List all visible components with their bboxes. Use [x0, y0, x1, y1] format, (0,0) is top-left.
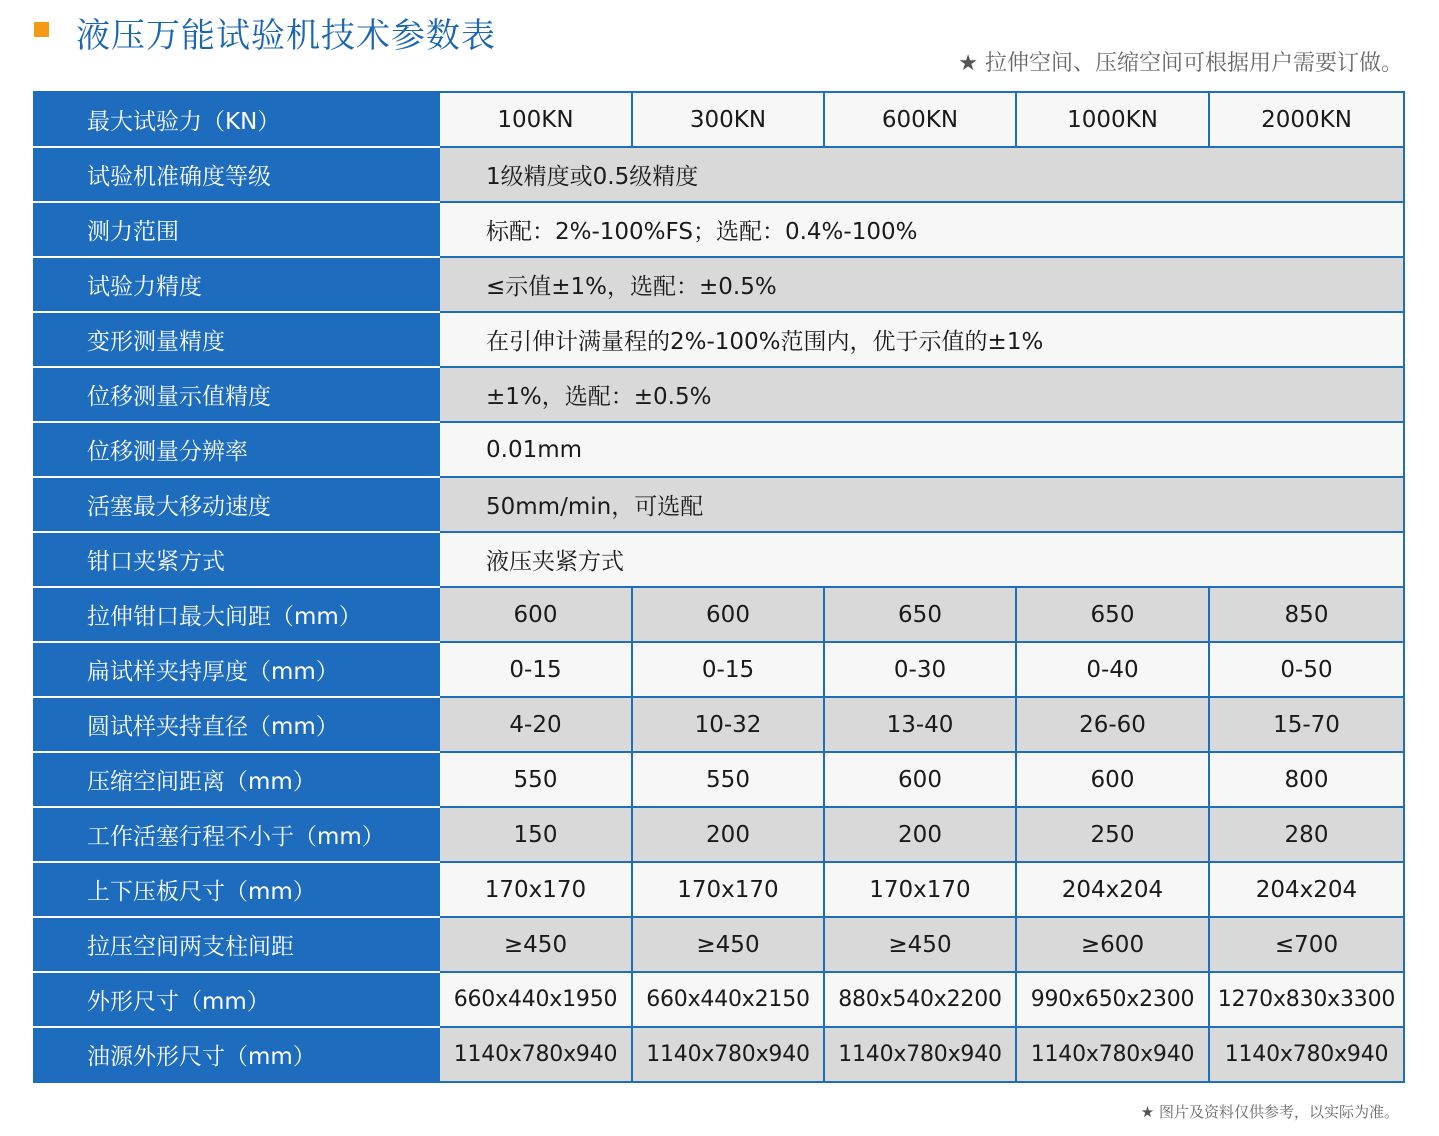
- table-row: [34, 147, 1404, 202]
- row-label: 扁试样夹持厚度（mm）: [34, 642, 439, 697]
- table-cell: 200: [632, 807, 824, 862]
- table-row: [34, 532, 1404, 587]
- table-cell: 0-15: [439, 642, 632, 697]
- table-row: [34, 477, 1404, 532]
- table-cell: 650: [1016, 587, 1209, 642]
- table-cell: ≥450: [439, 917, 632, 972]
- table-row: [34, 752, 1404, 807]
- row-label: 工作活塞行程不小于（mm）: [34, 807, 439, 862]
- title-bullet-square: [34, 22, 49, 37]
- table-cell-merged: 0.01mm: [439, 422, 1404, 477]
- table-cell: 1140x780x940: [824, 1027, 1016, 1082]
- table-row: [34, 202, 1404, 257]
- table-cell: 1140x780x940: [439, 1027, 632, 1082]
- row-label: 拉压空间两支柱间距: [34, 917, 439, 972]
- table-cell-merged: 液压夹紧方式: [439, 532, 1404, 587]
- table-cell-merged: 50mm/min，可选配: [439, 477, 1404, 532]
- table-cell-merged: ±1%，选配：±0.5%: [439, 367, 1404, 422]
- row-label: 压缩空间距离（mm）: [34, 752, 439, 807]
- top-note-text: 拉伸空间、压缩空间可根据用户需要订做。: [984, 51, 1403, 76]
- row-label: 拉伸钳口最大间距（mm）: [34, 587, 439, 642]
- table-cell: 0-30: [824, 642, 1016, 697]
- table-cell: ≥450: [632, 917, 824, 972]
- table-row: [34, 807, 1404, 862]
- row-label: 圆试样夹持直径（mm）: [34, 697, 439, 752]
- table-cell: ≥600: [1016, 917, 1209, 972]
- table-cell: 204x204: [1209, 862, 1404, 917]
- table-cell: 660x440x1950: [439, 972, 632, 1027]
- table-cell: 1000KN: [1016, 92, 1209, 147]
- table-cell: 1270x830x3300: [1209, 972, 1404, 1027]
- bottom-note: [1141, 1101, 1399, 1122]
- table-cell: 200: [824, 807, 1016, 862]
- table-cell: 300KN: [632, 92, 824, 147]
- table-cell: 204x204: [1016, 862, 1209, 917]
- row-label: 上下压板尺寸（mm）: [34, 862, 439, 917]
- table-row: [34, 917, 1404, 972]
- table-cell-merged: 标配：2%-100%FS；选配：0.4%-100%: [439, 202, 1404, 257]
- row-label: 测力范围: [34, 202, 439, 257]
- page-title: 液压万能试验机技术参数表: [76, 16, 496, 56]
- table-cell: ≥450: [824, 917, 1016, 972]
- spec-table-body: [34, 92, 1404, 1082]
- table-cell: 600: [824, 752, 1016, 807]
- table-cell: 550: [439, 752, 632, 807]
- row-label: 最大试验力（KN）: [34, 92, 439, 147]
- table-cell: 1140x780x940: [1016, 1027, 1209, 1082]
- table-cell: 600: [632, 587, 824, 642]
- table-row: [34, 422, 1404, 477]
- spec-table: [33, 91, 1405, 1083]
- table-row: [34, 587, 1404, 642]
- row-label: 位移测量示值精度: [34, 367, 439, 422]
- table-row: [34, 862, 1404, 917]
- row-label: 外形尺寸（mm）: [34, 972, 439, 1027]
- star-icon: ★: [958, 51, 978, 76]
- table-cell: 800: [1209, 752, 1404, 807]
- table-cell: 0-40: [1016, 642, 1209, 697]
- table-row: [34, 312, 1404, 367]
- table-cell: 280: [1209, 807, 1404, 862]
- table-cell: 1140x780x940: [1209, 1027, 1404, 1082]
- row-label: 活塞最大移动速度: [34, 477, 439, 532]
- row-label: 试验力精度: [34, 257, 439, 312]
- table-cell: 13-40: [824, 697, 1016, 752]
- table-row: [34, 367, 1404, 422]
- table-cell-merged: 1级精度或0.5级精度: [439, 147, 1404, 202]
- table-cell: 1140x780x940: [632, 1027, 824, 1082]
- row-label: 油源外形尺寸（mm）: [34, 1027, 439, 1082]
- table-cell: 15-70: [1209, 697, 1404, 752]
- table-row: [34, 972, 1404, 1027]
- row-label: 钳口夹紧方式: [34, 532, 439, 587]
- star-icon: ★: [1140, 1103, 1155, 1121]
- row-label: 位移测量分辨率: [34, 422, 439, 477]
- row-label: 变形测量精度: [34, 312, 439, 367]
- table-cell: 26-60: [1016, 697, 1209, 752]
- table-cell: 2000KN: [1209, 92, 1404, 147]
- row-label: 试验机准确度等级: [34, 147, 439, 202]
- table-row: [34, 697, 1404, 752]
- table-cell: ≤700: [1209, 917, 1404, 972]
- table-cell: 0-15: [632, 642, 824, 697]
- table-cell: 600KN: [824, 92, 1016, 147]
- table-cell: 170x170: [632, 862, 824, 917]
- table-cell: 250: [1016, 807, 1209, 862]
- table-cell: 0-50: [1209, 642, 1404, 697]
- table-cell: 600: [1016, 752, 1209, 807]
- table-cell: 100KN: [439, 92, 632, 147]
- table-cell: 170x170: [824, 862, 1016, 917]
- table-row: [34, 257, 1404, 312]
- table-cell: 600: [439, 587, 632, 642]
- table-cell: 650: [824, 587, 1016, 642]
- table-cell: 660x440x2150: [632, 972, 824, 1027]
- table-cell: 4-20: [439, 697, 632, 752]
- table-cell: 170x170: [439, 862, 632, 917]
- table-cell: 880x540x2200: [824, 972, 1016, 1027]
- table-cell: 150: [439, 807, 632, 862]
- bottom-note-text: 图片及资料仅供参考，以实际为准。: [1158, 1103, 1399, 1121]
- table-row: [34, 92, 1404, 147]
- table-cell: 550: [632, 752, 824, 807]
- table-cell-merged: ≤示值±1%，选配：±0.5%: [439, 257, 1404, 312]
- table-row: [34, 1027, 1404, 1082]
- top-note: [958, 46, 1403, 77]
- table-row: [34, 642, 1404, 697]
- table-cell: 990x650x2300: [1016, 972, 1209, 1027]
- table-cell-merged: 在引伸计满量程的2%-100%范围内，优于示值的±1%: [439, 312, 1404, 367]
- table-cell: 850: [1209, 587, 1404, 642]
- table-cell: 10-32: [632, 697, 824, 752]
